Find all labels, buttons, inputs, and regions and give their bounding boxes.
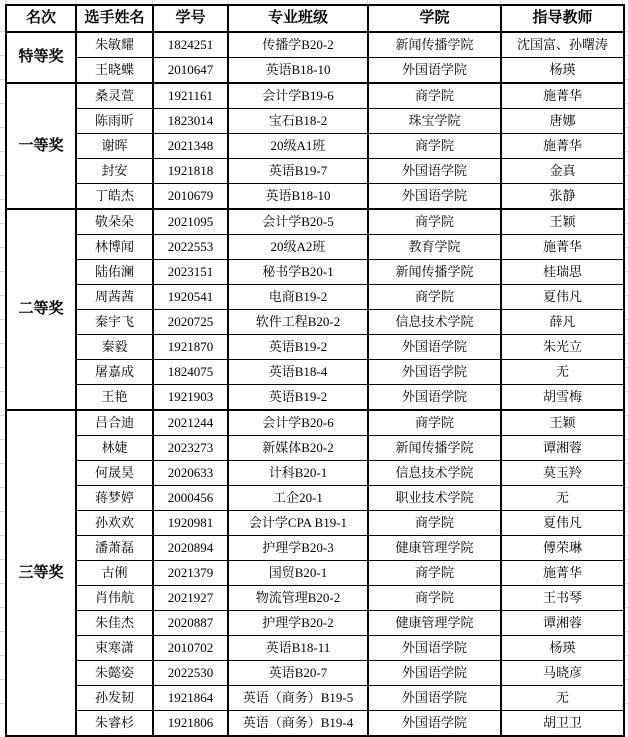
table-row	[6, 611, 624, 636]
cell-college: 外国语学院	[368, 58, 501, 84]
cell-student-id: 2020887	[153, 611, 228, 636]
cell-major-class: 秘书学B20-1	[228, 260, 368, 285]
cell-student-id: 2021379	[153, 561, 228, 586]
cell-college: 外国语学院	[368, 711, 501, 737]
cell-college: 商学院	[368, 285, 501, 310]
cell-college: 新闻传播学院	[368, 32, 501, 58]
table-row	[6, 134, 624, 159]
cell-student-id: 1920981	[153, 511, 228, 536]
cell-college: 外国语学院	[368, 335, 501, 360]
cell-major-class: 软件工程B20-2	[228, 310, 368, 335]
cell-major-class: 护理学B20-3	[228, 536, 368, 561]
cell-advisor: 无	[501, 686, 624, 711]
cell-college: 健康管理学院	[368, 536, 501, 561]
table-row	[6, 184, 624, 210]
cell-name: 秦宇飞	[76, 310, 153, 335]
cell-advisor: 夏伟凡	[501, 285, 624, 310]
cell-college: 新闻传播学院	[368, 260, 501, 285]
cell-advisor: 马晓彦	[501, 661, 624, 686]
cell-college: 外国语学院	[368, 661, 501, 686]
cell-major-class: 英语B19-2	[228, 385, 368, 411]
cell-college: 新闻传播学院	[368, 436, 501, 461]
column-header-college: 学院	[368, 5, 501, 32]
rank-cell-3: 三等奖	[6, 410, 76, 736]
cell-major-class: 电商B19-2	[228, 285, 368, 310]
cell-student-id: 2020894	[153, 536, 228, 561]
cell-advisor: 无	[501, 360, 624, 385]
cell-advisor: 沈国富、孙曙涛	[501, 32, 624, 58]
cell-major-class: 英语B18-11	[228, 636, 368, 661]
cell-student-id: 1921864	[153, 686, 228, 711]
awards-table	[5, 4, 625, 737]
table-row	[6, 285, 624, 310]
cell-college: 商学院	[368, 410, 501, 436]
cell-student-id: 2020633	[153, 461, 228, 486]
cell-college: 外国语学院	[368, 686, 501, 711]
cell-student-id: 2021348	[153, 134, 228, 159]
table-row	[6, 360, 624, 385]
table-row	[6, 209, 624, 235]
cell-advisor: 胡卫卫	[501, 711, 624, 737]
cell-college: 商学院	[368, 209, 501, 235]
column-header-advisor: 指导教师	[501, 5, 624, 32]
cell-name: 束寒潇	[76, 636, 153, 661]
cell-major-class: 会计学B20-5	[228, 209, 368, 235]
cell-major-class: 英语B18-10	[228, 58, 368, 84]
cell-student-id: 2021927	[153, 586, 228, 611]
table-row	[6, 636, 624, 661]
cell-major-class: 会计学CPA B19-1	[228, 511, 368, 536]
cell-student-id: 2023273	[153, 436, 228, 461]
column-header-rank: 名次	[6, 5, 76, 32]
cell-college: 外国语学院	[368, 184, 501, 210]
cell-major-class: 会计学B19-6	[228, 83, 368, 109]
table-row	[6, 109, 624, 134]
cell-student-id: 1920541	[153, 285, 228, 310]
table-row	[6, 686, 624, 711]
table-header-row	[6, 5, 624, 32]
table-row	[6, 410, 624, 436]
cell-student-id: 2021095	[153, 209, 228, 235]
table-row	[6, 335, 624, 360]
cell-name: 王艳	[76, 385, 153, 411]
cell-advisor: 傅荣琳	[501, 536, 624, 561]
table-row	[6, 511, 624, 536]
cell-major-class: 20级A1班	[228, 134, 368, 159]
column-header-major-class: 专业班级	[228, 5, 368, 32]
cell-name: 朱敏耀	[76, 32, 153, 58]
cell-major-class: 英语（商务）B19-5	[228, 686, 368, 711]
cell-major-class: 传播学B20-2	[228, 32, 368, 58]
cell-name: 王晓蝶	[76, 58, 153, 84]
cell-advisor: 胡雪梅	[501, 385, 624, 411]
table-row	[6, 586, 624, 611]
rank-cell-0: 特等奖	[6, 32, 76, 83]
cell-advisor: 唐娜	[501, 109, 624, 134]
cell-major-class: 英语B19-2	[228, 335, 368, 360]
table-row	[6, 58, 624, 84]
cell-college: 外国语学院	[368, 385, 501, 411]
cell-student-id: 2010702	[153, 636, 228, 661]
cell-advisor: 施菁华	[501, 83, 624, 109]
cell-advisor: 朱光立	[501, 335, 624, 360]
table-row	[6, 260, 624, 285]
cell-major-class: 国贸B20-1	[228, 561, 368, 586]
cell-advisor: 杨瑛	[501, 58, 624, 84]
cell-college: 外国语学院	[368, 360, 501, 385]
cell-student-id: 1921870	[153, 335, 228, 360]
cell-major-class: 20级A2班	[228, 235, 368, 260]
table-row	[6, 32, 624, 58]
cell-student-id: 1921161	[153, 83, 228, 109]
cell-student-id: 2022553	[153, 235, 228, 260]
cell-student-id: 1823014	[153, 109, 228, 134]
cell-college: 信息技术学院	[368, 461, 501, 486]
cell-name: 潘萧磊	[76, 536, 153, 561]
cell-college: 商学院	[368, 511, 501, 536]
cell-name: 吕合迪	[76, 410, 153, 436]
cell-major-class: 护理学B20-2	[228, 611, 368, 636]
cell-name: 秦毅	[76, 335, 153, 360]
table-row	[6, 486, 624, 511]
cell-major-class: 新媒体B20-2	[228, 436, 368, 461]
column-header-name: 选手姓名	[76, 5, 153, 32]
cell-name: 封安	[76, 159, 153, 184]
cell-advisor: 薛凡	[501, 310, 624, 335]
cell-major-class: 英语B18-10	[228, 184, 368, 210]
cell-major-class: 英语B18-4	[228, 360, 368, 385]
cell-college: 珠宝学院	[368, 109, 501, 134]
cell-major-class: 英语（商务）B19-4	[228, 711, 368, 737]
cell-major-class: 会计学B20-6	[228, 410, 368, 436]
cell-name: 林博闻	[76, 235, 153, 260]
cell-name: 孙发韧	[76, 686, 153, 711]
cell-student-id: 2022530	[153, 661, 228, 686]
table-row	[6, 159, 624, 184]
cell-name: 屠嘉成	[76, 360, 153, 385]
cell-student-id: 1921806	[153, 711, 228, 737]
table-row	[6, 310, 624, 335]
cell-advisor: 张静	[501, 184, 624, 210]
cell-college: 信息技术学院	[368, 310, 501, 335]
table-row	[6, 661, 624, 686]
cell-student-id: 2020725	[153, 310, 228, 335]
cell-college: 教育学院	[368, 235, 501, 260]
cell-college: 职业技术学院	[368, 486, 501, 511]
cell-student-id: 2023151	[153, 260, 228, 285]
cell-student-id: 1824251	[153, 32, 228, 58]
column-header-student-id: 学号	[153, 5, 228, 32]
cell-name: 桑灵萱	[76, 83, 153, 109]
cell-student-id: 1824075	[153, 360, 228, 385]
cell-name: 朱佳杰	[76, 611, 153, 636]
cell-advisor: 无	[501, 486, 624, 511]
cell-student-id: 2010647	[153, 58, 228, 84]
cell-name: 敬朵朵	[76, 209, 153, 235]
cell-advisor: 施菁华	[501, 134, 624, 159]
cell-name: 朱懿姿	[76, 661, 153, 686]
cell-name: 何晟昊	[76, 461, 153, 486]
cell-college: 商学院	[368, 134, 501, 159]
cell-advisor: 夏伟凡	[501, 511, 624, 536]
cell-student-id: 1921903	[153, 385, 228, 411]
table-row	[6, 536, 624, 561]
table-row	[6, 711, 624, 737]
cell-major-class: 工企20-1	[228, 486, 368, 511]
cell-advisor: 王颖	[501, 410, 624, 436]
cell-advisor: 谭湘蓉	[501, 436, 624, 461]
cell-college: 健康管理学院	[368, 611, 501, 636]
cell-advisor: 莫玉羚	[501, 461, 624, 486]
cell-name: 蒋梦婷	[76, 486, 153, 511]
cell-name: 谢晖	[76, 134, 153, 159]
cell-college: 外国语学院	[368, 636, 501, 661]
cell-advisor: 王颖	[501, 209, 624, 235]
cell-advisor: 谭湘蓉	[501, 611, 624, 636]
cell-student-id: 2000456	[153, 486, 228, 511]
cell-major-class: 英语B19-7	[228, 159, 368, 184]
cell-advisor: 施菁华	[501, 235, 624, 260]
cell-student-id: 2021244	[153, 410, 228, 436]
table-row	[6, 436, 624, 461]
cell-name: 陆佑澜	[76, 260, 153, 285]
table-row	[6, 385, 624, 411]
rank-cell-1: 一等奖	[6, 83, 76, 209]
cell-major-class: 物流管理B20-2	[228, 586, 368, 611]
cell-advisor: 杨瑛	[501, 636, 624, 661]
cell-name: 林婕	[76, 436, 153, 461]
cell-major-class: 宝石B18-2	[228, 109, 368, 134]
cell-advisor: 王书琴	[501, 586, 624, 611]
table-row	[6, 83, 624, 109]
cell-student-id: 2010679	[153, 184, 228, 210]
cell-advisor: 施菁华	[501, 561, 624, 586]
table-row	[6, 561, 624, 586]
cell-name: 孙欢欢	[76, 511, 153, 536]
cell-student-id: 1921818	[153, 159, 228, 184]
cell-name: 肖伟航	[76, 586, 153, 611]
rank-cell-2: 二等奖	[6, 209, 76, 410]
cell-name: 朱睿杉	[76, 711, 153, 737]
cell-college: 商学院	[368, 83, 501, 109]
cell-college: 商学院	[368, 561, 501, 586]
table-row	[6, 235, 624, 260]
cell-name: 周茜茜	[76, 285, 153, 310]
cell-name: 丁皓杰	[76, 184, 153, 210]
cell-advisor: 金真	[501, 159, 624, 184]
cell-college: 外国语学院	[368, 159, 501, 184]
cell-major-class: 计科B20-1	[228, 461, 368, 486]
cell-name: 陈雨昕	[76, 109, 153, 134]
cell-advisor: 桂瑞思	[501, 260, 624, 285]
cell-name: 古俐	[76, 561, 153, 586]
cell-major-class: 英语B20-7	[228, 661, 368, 686]
table-row	[6, 461, 624, 486]
cell-college: 商学院	[368, 586, 501, 611]
